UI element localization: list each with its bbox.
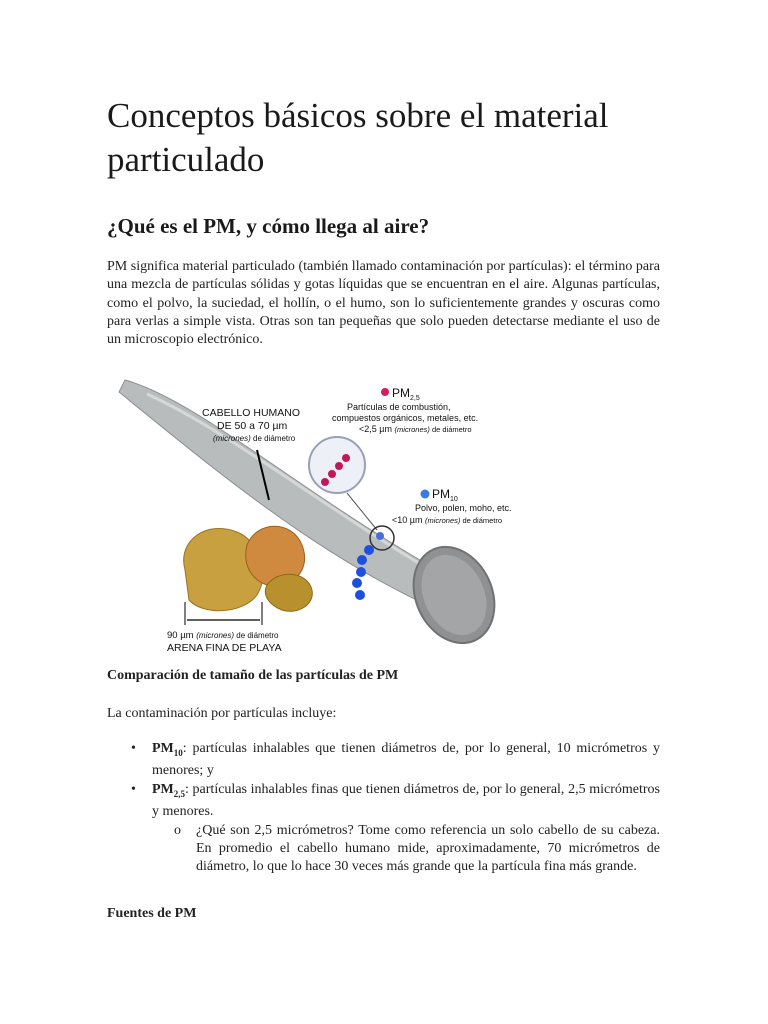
pm-list	[107, 740, 660, 877]
pm25-particle	[321, 478, 329, 486]
pm10-definition: partículas inhalables que tienen diámetros de, por lo general, 10 micrómetros y menores; y	[152, 741, 660, 778]
pm10-size: <10 µm (micrones) de diámetro	[392, 515, 503, 525]
pm25-particle	[328, 470, 336, 478]
hair-label-unit: (micrones) de diámetro	[213, 434, 296, 443]
list-item: • $PM_{10}$: partículas inhalables que tienen diámetros de, por lo general, 10 micrómetros y menores; y	[131, 741, 660, 778]
particle-size-figure	[107, 370, 527, 660]
sub-list-text: ¿Qué son 2,5 micrómetros? Tome como referencia un solo cabello de su cabeza. En promedio el cabello humano mide, aproximadamente, 70 micrómetros de diámetro, lo que lo hace 30 veces más grande que la partícula fina más grande.	[196, 822, 660, 874]
figure-caption: Comparación de tamaño de las partículas de PM	[107, 668, 399, 683]
pm10-particle	[357, 555, 367, 565]
pm25-label: $PM_{2,5}$	[392, 386, 420, 402]
hair-label-line2: DE 50 a 70 µm	[217, 420, 288, 432]
list-intro: La contaminación por partículas incluye:	[107, 706, 337, 721]
pm25-size: <2,5 µm (micrones) de diámetro	[359, 424, 472, 434]
pm10-particle	[355, 590, 365, 600]
intro-paragraph: PM significa material particulado (también llamado contaminación por partículas): el término para una mezcla de partículas sólidas y gotas líquidas que se encuentran en el aire. Algunas partículas, como el polvo, la suciedad, el hollín, o el humo, son lo suficientemente grandes y oscuras como para verlas a simple vista. Otras son tan pequeñas que solo pueden detectarse mediante el uso de un microscopio electrónico.	[107, 259, 660, 348]
section-heading-fuentes: Fuentes de PM	[107, 906, 197, 921]
pm25-term: $PM_{2,5}$	[152, 781, 186, 799]
sub-list-item	[152, 822, 660, 876]
pm25-dot-icon	[381, 388, 389, 396]
pm10-particle	[364, 545, 374, 555]
sub-bullet-icon: o	[174, 822, 181, 838]
bullet-icon: •	[131, 741, 136, 756]
section-subtitle: ¿Qué es el PM, y cómo llega al aire?	[107, 214, 430, 238]
pm25-particle	[335, 462, 343, 470]
pm10-label: $PM_{10}$	[432, 487, 458, 503]
pm10-particle	[352, 578, 362, 588]
hair-label-line1: CABELLO HUMANO	[202, 407, 301, 419]
pm10-term: $PM_{10}$	[152, 741, 183, 758]
bullet-icon: •	[131, 781, 136, 797]
pm10-particle	[376, 532, 384, 540]
pm10-desc: Polvo, polen, moho, etc.	[415, 503, 512, 513]
pm10-particle	[356, 567, 366, 577]
pm10-dot-icon	[421, 490, 430, 499]
list-item: • $PM_{2,5}$: partículas inhalables finas que tienen diámetros de, por lo general, 2,5 micrómetros y menores. o ¿Qué son 2,5 micrómetros? Tome como referencia un solo cabello de su cabeza. En promedio el cabello humano mide, aproximadamente, 70 micrómetros de diámetro, lo que lo hace 30 veces más grande que la partícula fina más grande.	[131, 781, 660, 874]
pm25-definition: partículas inhalables finas que tienen diámetros de, por lo general, 2,5 micrómetros y menores.	[152, 781, 660, 819]
page-title: Conceptos básicos sobre el material particulado	[107, 96, 609, 179]
sand-size: 90 µm (micrones) de diámetro	[167, 630, 279, 641]
sand-label: ARENA FINA DE PLAYA	[167, 642, 282, 654]
pm25-desc2: compuestos orgánicos, metales, etc.	[332, 413, 479, 423]
pm25-desc1: Partículas de combustión,	[347, 402, 451, 412]
sand-grain-3	[265, 574, 312, 611]
pm25-particle	[342, 454, 350, 462]
